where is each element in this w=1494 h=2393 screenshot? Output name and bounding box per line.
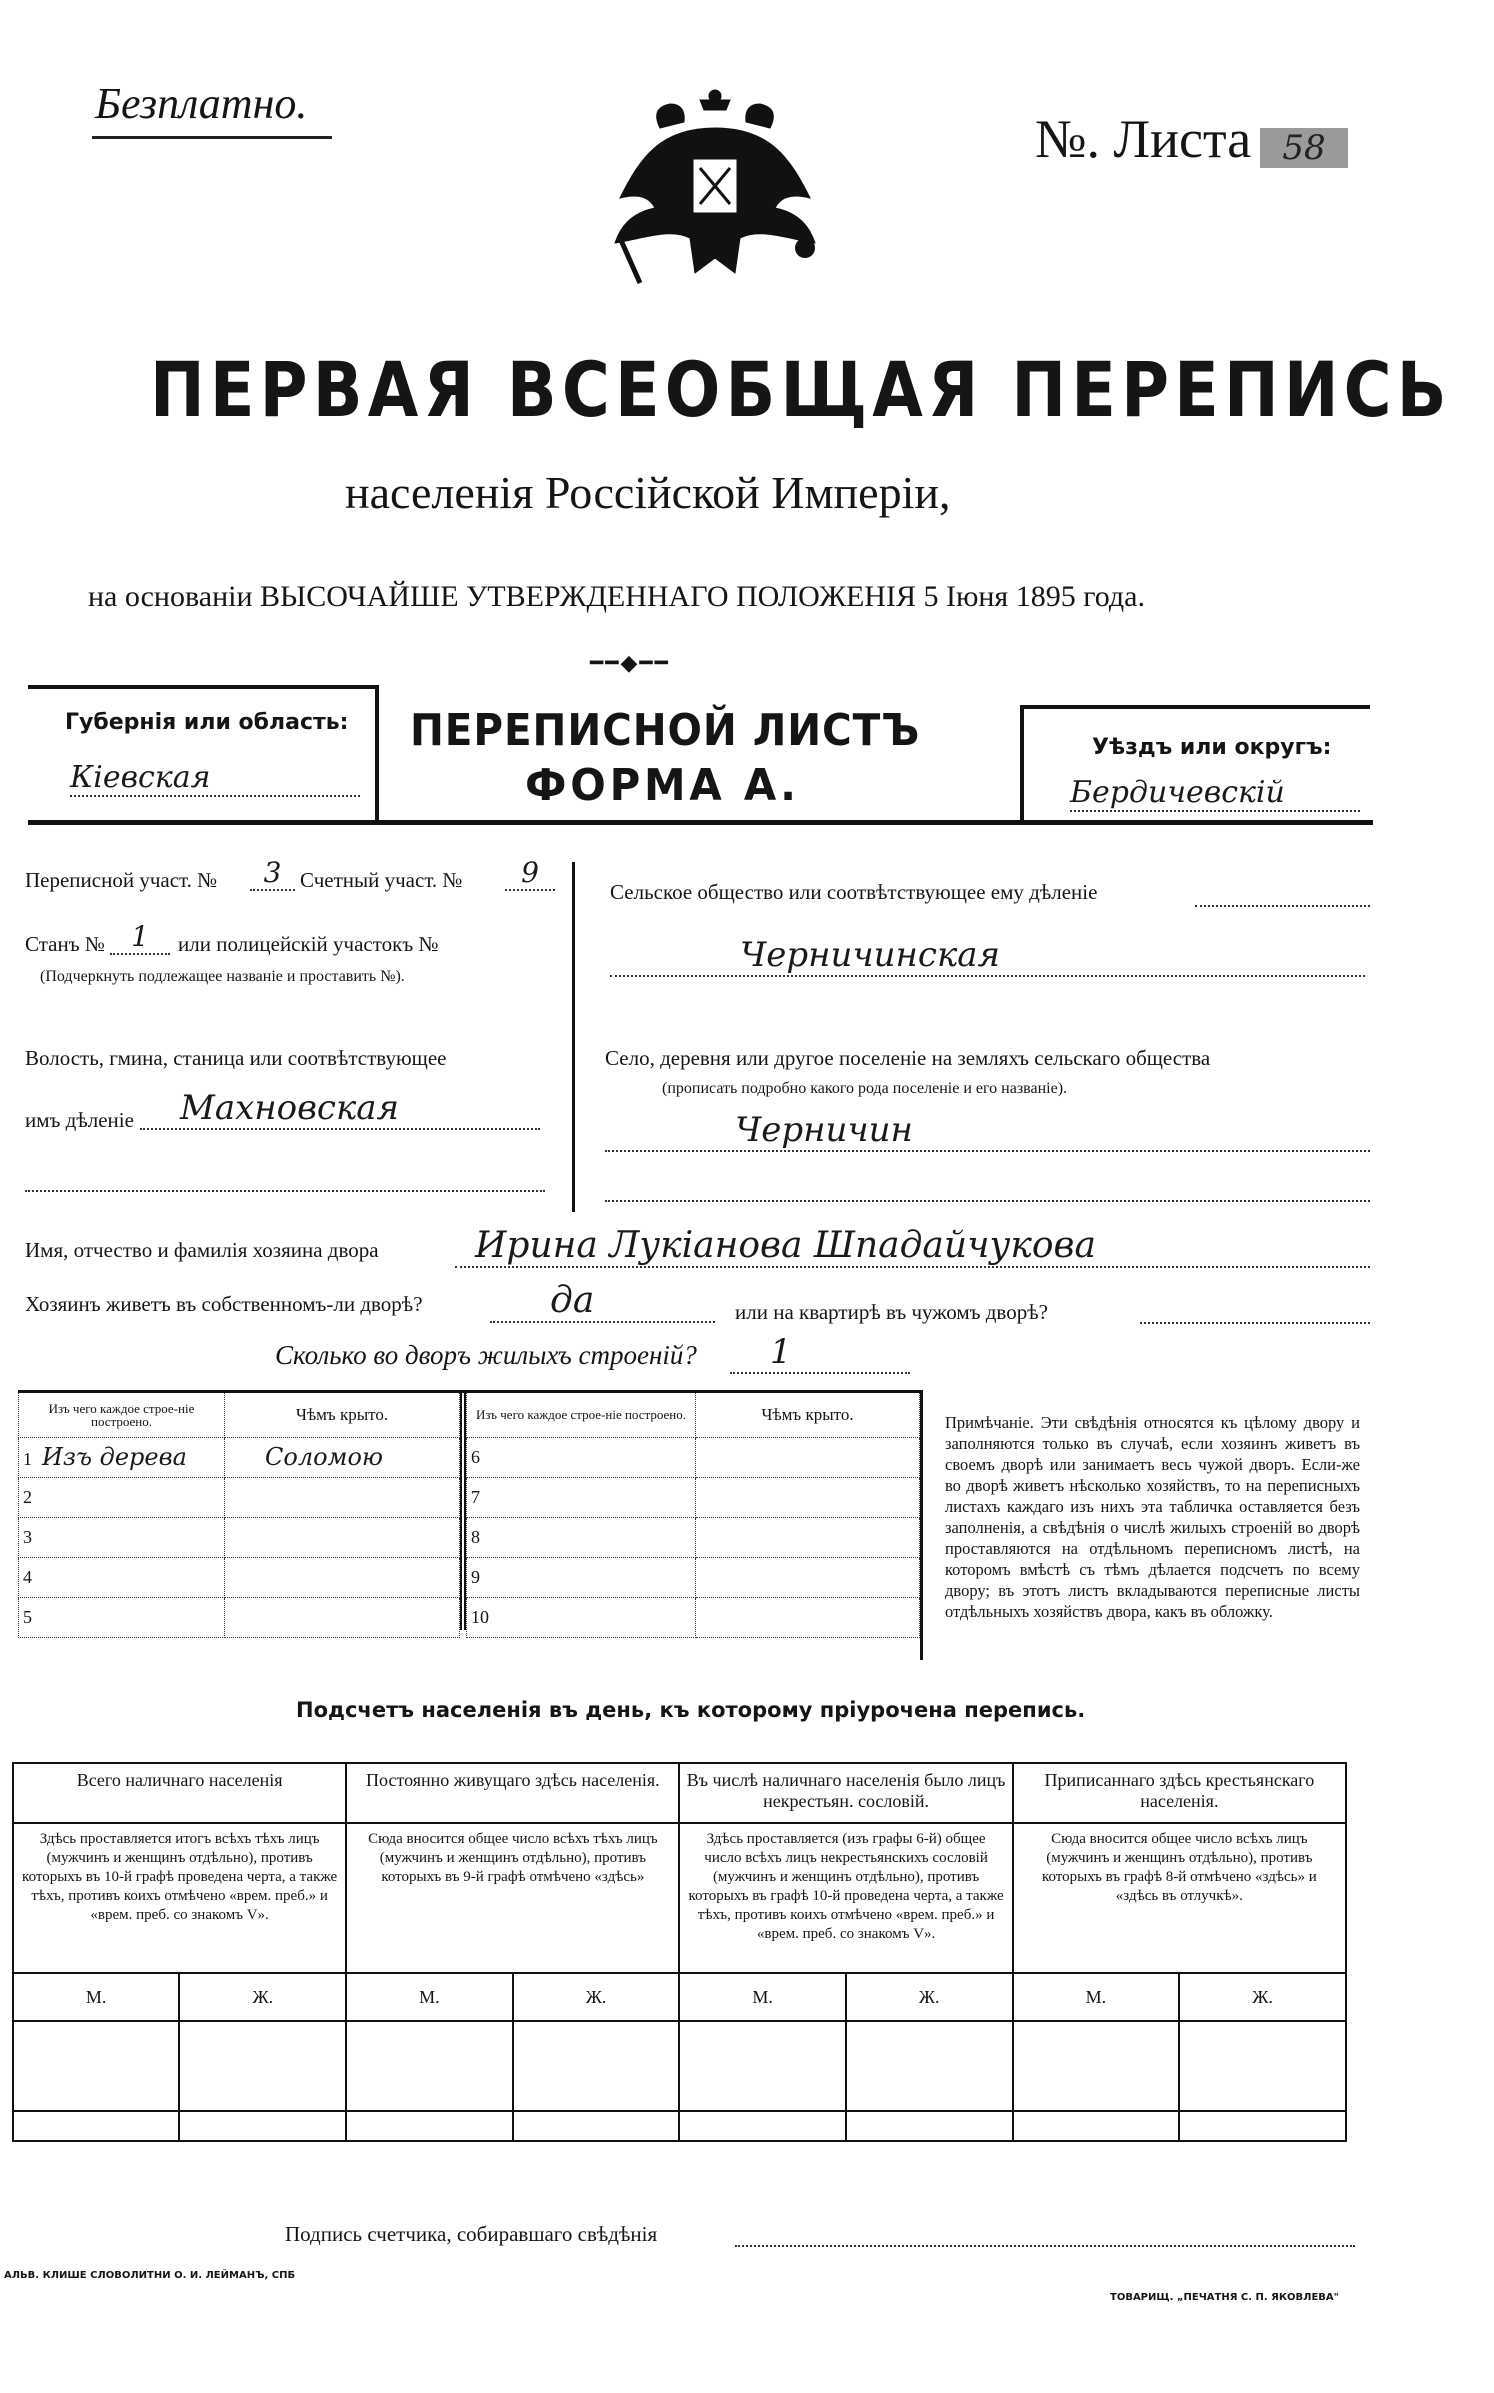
uezd-label: Уѣздъ или округъ:: [1092, 735, 1332, 760]
free-underline: [92, 136, 332, 139]
village-value: Черничин: [605, 1110, 1370, 1152]
pop-col-peasant-desc: Сюда вносится общее число всѣхъ лицъ (мужчинъ и женщинъ отдѣльно), противъ которыхъ въ графѣ 8-й отмѣчено «здѣсь» и «здѣсь въ отлучкѣ».: [1013, 1823, 1346, 1973]
sheet-no-value: 58: [1260, 128, 1348, 168]
pop-col-permanent-desc: Сюда вносится общее число всѣхъ тѣхъ лицъ (мужчинъ и женщинъ отдѣльно), противъ которыхъ въ 9-й графѣ отмѣчено «здѣсь»: [346, 1823, 679, 1973]
village-note: (прописать подробно какого рода поселеніе и его названіе).: [662, 1080, 1068, 1097]
pop-col-total-head: Всего наличнаго населенія: [13, 1763, 346, 1823]
pop-f-1: Ж.: [179, 1973, 346, 2021]
own-yard-label: Хозяинъ живетъ въ собственномъ-ли дворѣ?: [25, 1292, 423, 1316]
census-district-value: 3: [250, 856, 295, 891]
pop-m-2: М.: [346, 1973, 512, 2021]
pop-col-nonpeasant-desc: Здѣсь проставляется (изъ графы 6-й) общее число всѣхъ лицъ некрестьянскихъ сословій (мужчинъ и женщинъ отдѣльно), противъ которыхъ въ графѣ 10-й проведена черта, а также тѣхъ, противъ коихъ отмѣчено «врем. преб.» и «врем. преб. со знакомъ V».: [679, 1823, 1012, 1973]
own-yard-value: да: [490, 1280, 715, 1323]
census-district-label: Переписной участ. №: [25, 868, 218, 892]
pop-m-4: М.: [1013, 1973, 1179, 2021]
buildings-table-right: [466, 1393, 920, 1638]
printer-right: ТОВАРИЩ. „ПЕЧАТНЯ С. П. ЯКОВЛЕВА": [1110, 2292, 1339, 2303]
printer-left: АЛЬВ. КЛИШЕ СЛОВОЛИТНИ О. И. ЛЕЙМАНЪ, СПБ: [4, 2270, 296, 2281]
count-district-value: 9: [505, 856, 555, 891]
police-note: (Подчеркнуть подлежащее названіе и проставить №).: [40, 968, 405, 985]
count-district-label: Счетный участ. №: [300, 868, 463, 892]
village-label: Село, деревня или другое поселеніе на земляхъ сельскаго общества: [605, 1046, 1211, 1070]
pop-col-nonpeasant-head: Въ числѣ наличнаго населенія было лицъ некрестьян. сословій.: [679, 1763, 1012, 1823]
volost-extra-line: [25, 1190, 545, 1192]
signature-label: Подпись счетчика, собиравшаго свѣдѣнія: [285, 2222, 658, 2246]
table-row: 9: [467, 1557, 920, 1597]
volost-label: Волость, гмина, станица или соотвѣтствующее: [25, 1046, 447, 1070]
table-row: 4: [19, 1557, 460, 1597]
table-row: 10: [467, 1597, 920, 1637]
coat-of-arms-icon: [600, 88, 830, 288]
table-row: 1 Изъ дерева Соломою: [19, 1437, 460, 1477]
stan-label: Станъ №: [25, 932, 105, 956]
pop-col-permanent-head: Постоянно живущаго здѣсь населенія.: [346, 1763, 679, 1823]
table-row: 6: [467, 1437, 920, 1477]
pop-col-total-desc: Здѣсь проставляется итогъ всѣхъ тѣхъ лицъ (мужчинъ и женщинъ отдѣльно), противъ которыхъ въ 10-й графѣ проведена черта, а также тѣхъ, противъ коихъ отмѣчено «врем. преб.» и «врем. преб. со знакомъ V».: [13, 1823, 346, 1973]
table-row: 8: [467, 1517, 920, 1557]
pop-f-3: Ж.: [846, 1973, 1013, 2021]
rent-label: или на квартирѣ въ чужомъ дворѣ?: [735, 1300, 1048, 1324]
table-row: 7: [467, 1477, 920, 1517]
form-name: ПЕРЕПИСНОЙ ЛИСТЪ: [410, 705, 921, 756]
police-label: или полицейскій участокъ №: [178, 932, 439, 956]
col-roof-header: Чѣмъ крыто.: [225, 1393, 460, 1437]
pop-f-4: Ж.: [1179, 1973, 1346, 2021]
ornament-divider: ━━◆━━: [590, 650, 670, 675]
pop-m-3: М.: [679, 1973, 845, 2021]
pop-m-1: М.: [13, 1973, 179, 2021]
population-table: [12, 1762, 1347, 2142]
col-material-header: Изъ чего каждое строе-ніе построено.: [19, 1393, 225, 1437]
free-label: Безплатно.: [95, 79, 308, 128]
population-title: Подсчетъ населенія въ день, къ которому пріурочена перепись.: [296, 1698, 1086, 1722]
pop-f-2: Ж.: [513, 1973, 680, 2021]
sheet-no-label: №. Листа: [1035, 109, 1252, 169]
table-row: 3: [19, 1517, 460, 1557]
pop-col-peasant-head: Приписаннаго здѣсь крестьянскаго населенія.: [1013, 1763, 1346, 1823]
col-roof-header-2: Чѣмъ крыто.: [696, 1393, 920, 1437]
form-variant: ФОРМА А.: [525, 760, 800, 811]
note-text: Примѣчаніе. Эти свѣдѣнія относятся къ цѣлому двору и заполняются только въ случаѣ, если хозяинъ живетъ въ своемъ дворѣ или занимаетъ весь чужой дворъ. Если-же во дворѣ живетъ нѣсколько хозяйствъ, то на переписныхъ листахъ каждаго изъ нихъ эта табличка оставляется безъ заполненія, а свѣдѣнія о числѣ жилыхъ строеній во дворѣ проставляются на отдѣльномъ переписномъ листѣ, на которомъ вмѣстѣ съ тѣмъ дѣлается подсчетъ по всему двору; въ этотъ листъ вкладываются переписные листы отдѣльныхъ хозяйствъ двора, какъ въ обложку.: [945, 1413, 1360, 1621]
gubernia-value: Кіевская: [70, 760, 360, 797]
pop-entry-row: [13, 2021, 1346, 2111]
society-label: Сельское общество или соотвѣтствующее ему дѣленіе: [610, 880, 1098, 904]
col-material-header-2: Изъ чего каждое строе-ніе построено.: [467, 1393, 696, 1437]
buildings-table-left: [18, 1393, 460, 1638]
buildings-value: 1: [730, 1332, 910, 1374]
owner-name-value: Ирина Лукіанова Шпадайчукова: [455, 1225, 1370, 1268]
table-row: 5: [19, 1597, 460, 1637]
village-extra-line: [605, 1200, 1370, 1202]
signature-line: [735, 2245, 1355, 2247]
owner-name-label: Имя, отчество и фамилія хозяина двора: [25, 1238, 379, 1262]
society-value: Черничинская: [610, 935, 1365, 977]
pop-entry-row-2: [13, 2111, 1346, 2141]
uezd-value: Бердичевскій: [1070, 775, 1360, 812]
stan-value: 1: [110, 920, 170, 955]
buildings-label: Сколько во дворъ жилыхъ строеній?: [275, 1340, 697, 1370]
volost-label-2: имъ дѣленіе: [25, 1108, 134, 1132]
main-title: ПЕРВАЯ ВСЕОБЩАЯ ПЕРЕПИСЬ: [150, 345, 1452, 434]
table-row: 2: [19, 1477, 460, 1517]
gubernia-label: Губернія или область:: [65, 710, 349, 735]
subtitle: населенія Россійской Имперіи,: [345, 467, 951, 518]
basis-line: на основаніи ВЫСОЧАЙШЕ УТВЕРЖДЕННАГО ПОЛОЖЕНІЯ 5 Іюня 1895 года.: [88, 580, 1145, 613]
volost-value: Махновская: [140, 1088, 540, 1130]
